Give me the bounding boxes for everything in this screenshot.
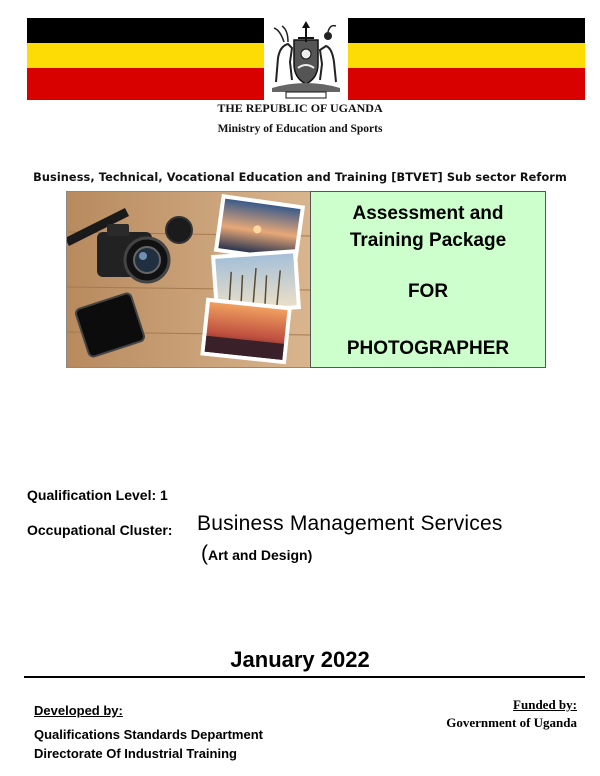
cluster-subcategory xyxy=(201,542,312,566)
camera-photos-phone-icon xyxy=(66,191,311,368)
title-for: FOR xyxy=(407,281,449,302)
publication-date: January 2022 xyxy=(230,647,370,672)
developer-directorate: Directorate Of Industrial Training xyxy=(34,746,237,761)
subcategory-paren: ( xyxy=(201,542,208,565)
divider xyxy=(24,676,585,678)
cover-title-box xyxy=(310,191,546,368)
developed-by-label: Developed by: xyxy=(34,703,123,718)
title-line1: Assessment and xyxy=(352,203,504,224)
title-assessment-training xyxy=(311,200,545,254)
title-occupation: PHOTOGRAPHER xyxy=(346,338,510,359)
occupational-cluster-label: Occupational Cluster: xyxy=(27,522,173,538)
uganda-coat-of-arms-icon xyxy=(264,18,348,100)
occupational-cluster-value: Business Management Services xyxy=(197,512,503,535)
ministry-heading: Ministry of Education and Sports xyxy=(217,123,383,135)
republic-heading: THE REPUBLIC OF UGANDA xyxy=(217,101,383,115)
qualification-level: Qualification Level: 1 xyxy=(27,487,168,503)
funder-name: Government of Uganda xyxy=(446,715,577,730)
funded-by-label: Funded by: xyxy=(513,697,577,712)
subcategory-value: Art and Design) xyxy=(208,547,313,563)
reform-line: Business, Technical, Vocational Education and Training [BTVET] Sub sector Reform xyxy=(33,171,567,184)
developer-department: Qualifications Standards Department xyxy=(34,727,263,742)
title-line2: Training Package xyxy=(349,230,507,251)
